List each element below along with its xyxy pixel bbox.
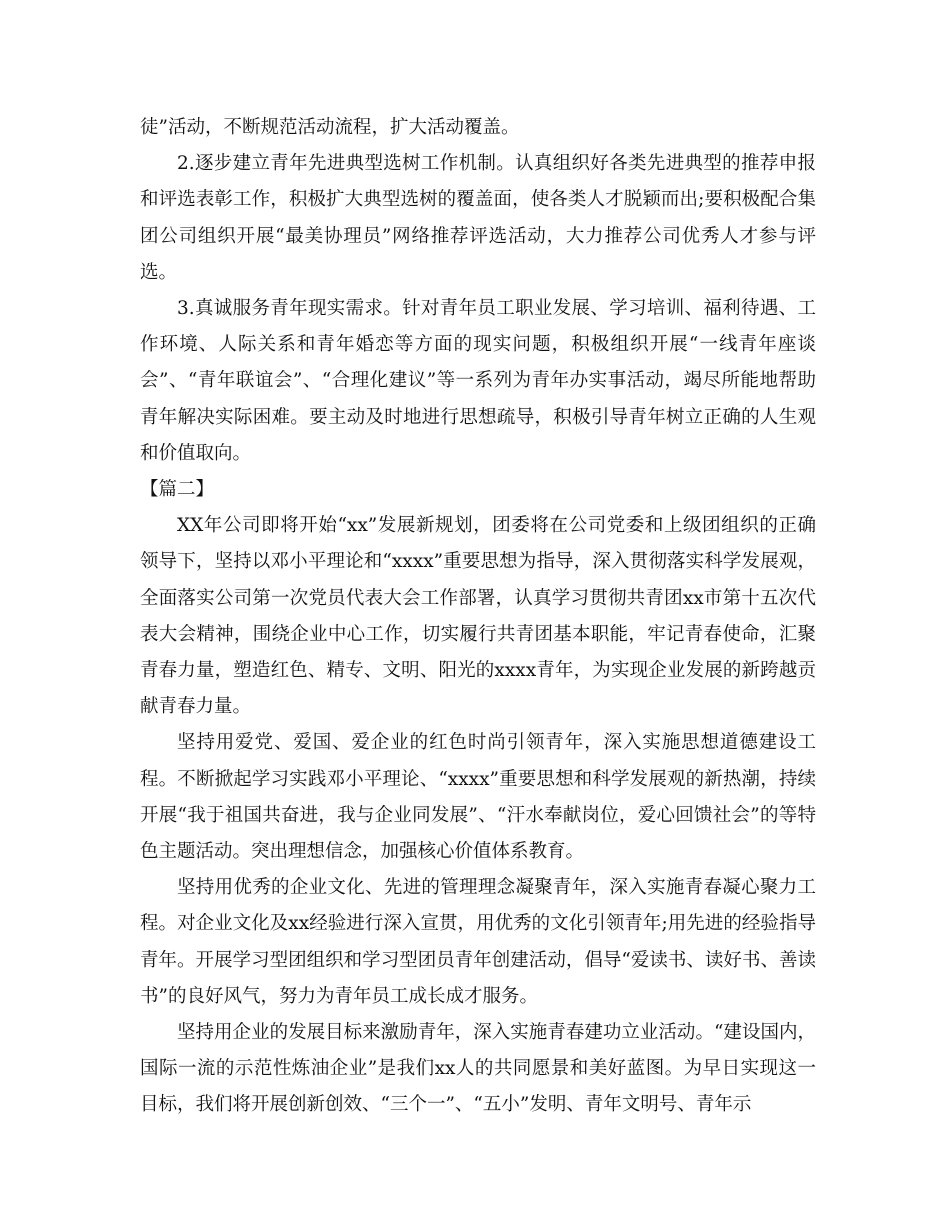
paragraph-intro: XX年公司即将开始“xx”发展新规划，团委将在公司党委和上级团组织的正确领导下，坚持以邓小平理论和“xxxx”重要思想为指导，深入贯彻落实科学发展观，全面落实公司第一次党员代表大会工作部署，认真学习贯彻共青团xx市第十五次代表大会精神，围绕企业中心工作，切实履行共青团基本职能，牢记青春使命，汇聚青春力量，塑造红色、精专、文明、阳光的xxxx青年，为实现企业发展的新跨越贡献青春力量。 — [140, 515, 816, 718]
paragraph-goals: 坚持用企业的发展目标来激励青年，深入实施青春建功立业活动。“建设国内，国际一流的示范性炼油企业”是我们xx人的共同愿景和美好蓝图。为早日实现这一目标，我们将开展创新创效、“三个一”、“五小”发明、青年文明号、青年示 — [140, 1022, 816, 1116]
document-body — [140, 110, 816, 1124]
paragraph-item-2: 2.逐步建立青年先进典型选树工作机制。认真组织好各类先进典型的推荐申报和评选表彰工作，积极扩大典型选树的覆盖面，使各类人才脱颖而出;要积极配合集团公司组织开展“最美协理员”网络推荐评选活动，大力推荐公司优秀人才参与评选。 — [140, 153, 816, 283]
paragraph-ideology: 坚持用爱党、爱国、爱企业的红色时尚引领青年，深入实施思想道德建设工程。不断掀起学习实践邓小平理论、“xxxx”重要思想和科学发展观的新热潮，持续开展“我于祖国共奋进，我与企业同发展”、“汗水奉献岗位，爱心回馈社会”的等特色主题活动。突出理想信念，加强核心价值体系教育。 — [140, 732, 816, 863]
paragraph-culture: 坚持用优秀的企业文化、先进的管理理念凝聚青年，深入实施青春凝心聚力工程。对企业文化及xx经验进行深入宣贯，用优秀的文化引领青年;用先进的经验指导青年。开展学习型团组织和学习型团员青年创建活动，倡导“爱读书、读好书、善读书”的良好风气，努力为青年员工成长成才服务。 — [140, 877, 816, 1007]
paragraph-continuation: 徒”活动，不断规范活动流程，扩大活动覆盖。 — [140, 117, 520, 138]
paragraph-item-3: 3.真诚服务青年现实需求。针对青年员工职业发展、学习培训、福利待遇、工作环境、人际关系和青年婚恋等方面的现实问题，积极组织开展“一线青年座谈会”、“青年联谊会”、“合理化建议”等一系列为青年办实事活动，竭尽所能地帮助青年解决实际困难。要主动及时地进行思想疏导，积极引导青年树立正确的人生观和价值取向。 — [140, 298, 816, 464]
section-heading: 【篇二】 — [140, 479, 215, 501]
